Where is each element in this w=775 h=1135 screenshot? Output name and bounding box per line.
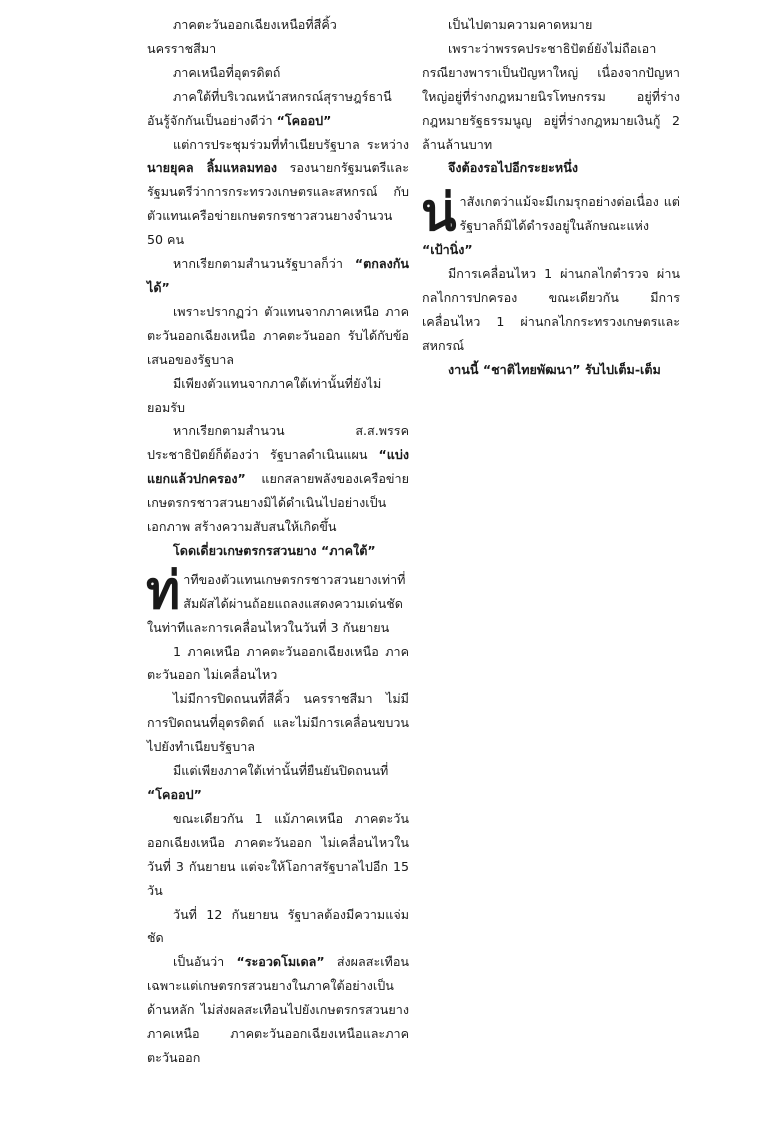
- bold-phrase: “ระอวดโมเดล”: [236, 954, 325, 970]
- paragraph-text: รองนายกรัฐมนตรีและรัฐมนตรีว่าการกระทรวงเกษตรและสหกรณ์ กับตัวแทนเครือข่ายเกษตรกรชาวสวนยางจำนวน 50 คน: [147, 160, 409, 248]
- paragraph-text: ภาคใต้ที่บริเวณหน้าสหกรณ์สุราษฎร์ธานี อันรู้จักกันเป็นอย่างดีว่า: [147, 88, 392, 128]
- bold-phrase: “แบ่งแยกแล้วปกครอง”: [147, 447, 409, 487]
- dropcap-paragraph: [146, 560, 409, 640]
- paragraph-text: ส่งผลสะเทือนเฉพาะแต่เกษตรกรสวนยางในภาคใต้อย่างเป็นด้านหลัก ไม่ส่งผลสะเทือนไปยังเกษตรกรสวนยาง ภาคเหนือ ภาคตะวันออกเฉียงเหนือและภาคตะวันออก: [147, 954, 410, 1065]
- paragraph-text: หากเรียกตามสำนวนรัฐบาลก็ว่า: [173, 256, 355, 272]
- left-column: [147, 13, 409, 1070]
- closing-line: [422, 358, 680, 382]
- bold-phrase: “โคออป”: [276, 112, 332, 128]
- paragraph: [147, 85, 409, 133]
- section-heading: โดดเดี่ยวเกษตรกรสวนยาง “ภาคใต้”: [173, 542, 376, 558]
- paragraph: [147, 252, 409, 300]
- paragraph: ขณะเดียวกัน 1 แม้ภาคเหนือ ภาคตะวันออกเฉียงเหนือ ภาคตะวันออก ไม่เคลื่อนไหวในวันที่ 3 กันยายน แต่จะให้โอกาสรัฐบาลไปอีก 15 วัน: [147, 810, 409, 898]
- party-name: “ชาติไทยพัฒนา”: [482, 361, 581, 377]
- paragraph: มีเพียงตัวแทนจากภาคใต้เท่านั้นที่ยังไม่ยอมรับ: [147, 375, 382, 415]
- dropcap-letter: ท่: [146, 560, 181, 621]
- paragraph-text: มีแต่เพียงภาคใต้เท่านั้นที่ยืนยันปิดถนนที่: [173, 763, 389, 779]
- paragraph-text: หากเรียกตามสำนวน ส.ส.พรรคประชาธิปัตย์ก็ต้องว่า รัฐบาลดำเนินแผน: [147, 423, 409, 463]
- dropcap-letter: น่: [421, 183, 457, 244]
- section-heading: จึงต้องรอไปอีกระยะหนึ่ง: [448, 160, 578, 176]
- closing-text: รับไปเต็ม-เต็ม: [580, 361, 661, 377]
- person-name: นายยุคล ลิ้มแหลมทอง: [147, 160, 278, 176]
- bold-phrase: “โคออป”: [147, 787, 202, 802]
- bold-phrase: “ตกลงกันได้”: [147, 256, 409, 295]
- paragraph: 1 ภาคเหนือ ภาคตะวันออกเฉียงเหนือ ภาคตะวันออก ไม่เคลื่อนไหว: [147, 643, 409, 683]
- paragraph: [147, 419, 409, 539]
- right-column: [422, 13, 680, 382]
- paragraph: ภาคตะวันออกเฉียงเหนือที่สีคิ้ว นครราชสีมา: [147, 17, 337, 56]
- paragraph: [147, 950, 409, 1070]
- paragraph: เพราะปรากฏว่า ตัวแทนจากภาคเหนือ ภาคตะวันออกเฉียงเหนือ ภาคตะวันออก รับได้กับข้อเสนอของรัฐบาล: [147, 303, 409, 367]
- paragraph-text: แยกสลายพลังของเครือข่ายเกษตรกรชาวสวนยางมิได้ดำเนินไปอย่างเป็นเอกภาพ สร้างความสับสนให้เกิดขึ้น: [147, 471, 409, 535]
- paragraph: เป็นไปตามความคาดหมาย: [448, 17, 593, 32]
- dropcap-paragraph: [421, 183, 680, 262]
- paragraph: ภาคเหนือที่อุตรดิตถ์: [173, 64, 281, 80]
- bold-phrase: “เป้านิ่ง”: [422, 242, 473, 258]
- paragraph: มีการเคลื่อนไหว 1 ผ่านกลไกตำรวจ ผ่านกลไกการปกครอง ขณะเดียวกัน มีการเคลื่อนไหว 1 ผ่านกลไกกระทรวงเกษตรและสหกรณ์: [422, 266, 680, 353]
- paragraph: เพราะว่าพรรคประชาธิปัตย์ยังไม่ถือเอากรณียางพาราเป็นปัญหาใหญ่ เนื่องจากปัญหาใหญ่อยู่ที่ร่างกฎหมายนิรโทษกรรม อยู่ที่ร่างกฎหมายรัฐธรรมนูญ อยู่ที่ร่างกฎหมายเงินกู้ 2 ล้านล้านบาท: [422, 40, 680, 152]
- paragraph: ไม่มีการปิดถนนที่สีคิ้ว นครราชสีมา ไม่มีการปิดถนนที่อุตรดิตถ์ และไม่มีการเคลื่อนขบวนไปยังทำเนียบรัฐบาล: [147, 691, 409, 755]
- paragraph: [147, 133, 409, 253]
- paragraph-text: าสังเกตว่าแม้จะมีเกมรุกอย่างต่อเนื่อง แต่รัฐบาลก็มิได้ดำรงอยู่ในลักษณะแห่ง: [459, 194, 680, 234]
- paragraph: [147, 759, 409, 807]
- closing-text: งานนี้: [448, 361, 483, 377]
- paragraph-text: าทีของตัวแทนเกษตรกรชาวสวนยางเท่าที่สัมผัสได้ผ่านถ้อยแถลงแสดงความเด่นชัดในท่าทีและการเคลื่อนไหวในวันที่ 3 กันยายน: [147, 571, 406, 635]
- paragraph-text: เป็นอันว่า: [173, 954, 237, 970]
- paragraph: วันที่ 12 กันยายน รัฐบาลต้องมีความแจ่มชัด: [147, 906, 409, 946]
- paragraph-text: แต่การประชุมร่วมที่ทำเนียบรัฐบาล ระหว่าง: [173, 136, 409, 152]
